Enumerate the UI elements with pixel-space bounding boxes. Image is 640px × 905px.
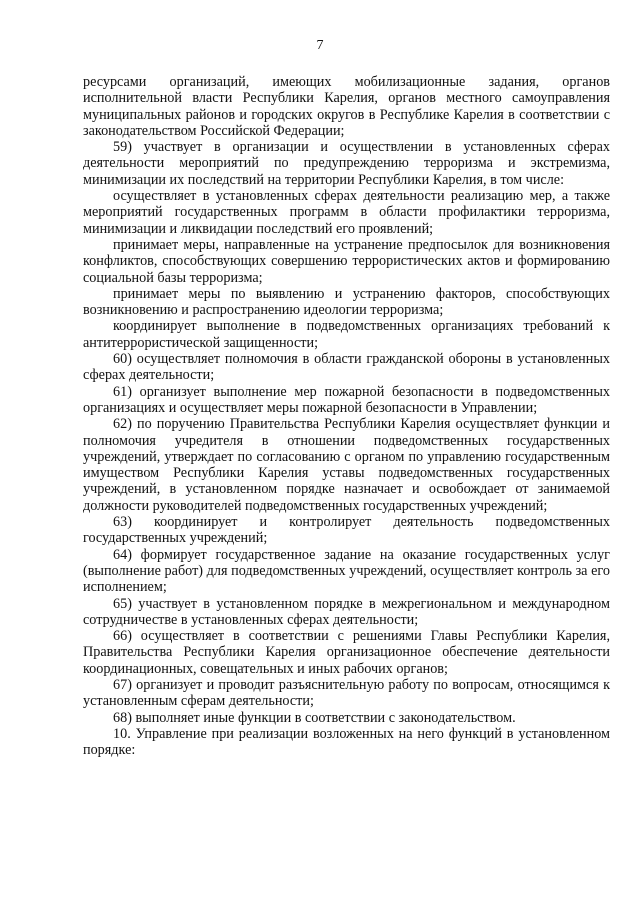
paragraph-item-66: 66) осуществляет в соответствии с решениями Главы Республики Карелия, Правительства Республики Карелия организационное обеспечение деятельности координационных, совещательных и иных рабочих органов; — [83, 628, 610, 677]
paragraph-item-62: 62) по поручению Правительства Республики Карелия осуществляет функции и полномочия учредителя в отношении подведомственных государственных учреждений, утверждает по согласованию с органом по управлению государственным имуществом Республики Карелия уставы подведомственных государственных учреждений, в установленном порядке назначает и освобождает от занимаемой должности руководителей подведомственных государственных учреждений; — [83, 416, 610, 514]
paragraph-subitem: осуществляет в установленных сферах деятельности реализацию мер, а также мероприятий государственных программ в области профилактики терроризма, минимизации и ликвидации последствий его проявлений; — [83, 188, 610, 237]
paragraph-item-63: 63) координирует и контролирует деятельность подведомственных государственных учреждений; — [83, 514, 610, 547]
paragraph-subitem: принимает меры, направленные на устранение предпосылок для возникновения конфликтов, способствующих совершению террористических актов и формированию социальной базы терроризма; — [83, 236, 610, 286]
document-body — [83, 74, 610, 758]
paragraph-item-61: 61) организует выполнение мер пожарной безопасности в подведомственных организациях и осуществляет меры пожарной безопасности в Управлении; — [83, 383, 610, 416]
paragraph-subitem: координирует выполнение в подведомственных организациях требований к антитеррористической защищенности; — [83, 318, 610, 351]
paragraph-item-59: 59) участвует в организации и осуществлении в установленных сферах деятельности мероприятий по предупреждению терроризма и экстремизма, минимизации их последствий на территории Республики Карелия, в том числе: — [83, 139, 610, 188]
paragraph-item-64: 64) формирует государственное задание на оказание государственных услуг (выполнение работ) для подведомственных учреждений, осуществляет контроль за его исполнением; — [83, 546, 610, 596]
paragraph-continuation: ресурсами организаций, имеющих мобилизационные задания, органов исполнительной власти Республики Карелия, органов местного самоуправления муниципальных районов и городских округов в Республике Карелия в соответствии с законодательством Российской Федерации; — [83, 74, 610, 139]
paragraph-subitem: принимает меры по выявлению и устранению факторов, способствующих возникновению и распространению идеологии терроризма; — [83, 285, 610, 319]
paragraph-item-67: 67) организует и проводит разъяснительную работу по вопросам, относящимся к установленным сферам деятельности; — [83, 676, 610, 710]
paragraph-item-68: 68) выполняет иные функции в соответствии с законодательством. — [113, 709, 516, 726]
paragraph-item-60: 60) осуществляет полномочия в области гражданской обороны в установленных сферах деятельности; — [83, 351, 610, 384]
paragraph-item-65: 65) участвует в установленном порядке в межрегиональном и международном сотрудничестве в установленных сферах деятельности; — [83, 595, 610, 628]
page-number: 7 — [316, 38, 324, 53]
paragraph-section-10: 10. Управление при реализации возложенных на него функций в установленном порядке: — [83, 725, 610, 759]
